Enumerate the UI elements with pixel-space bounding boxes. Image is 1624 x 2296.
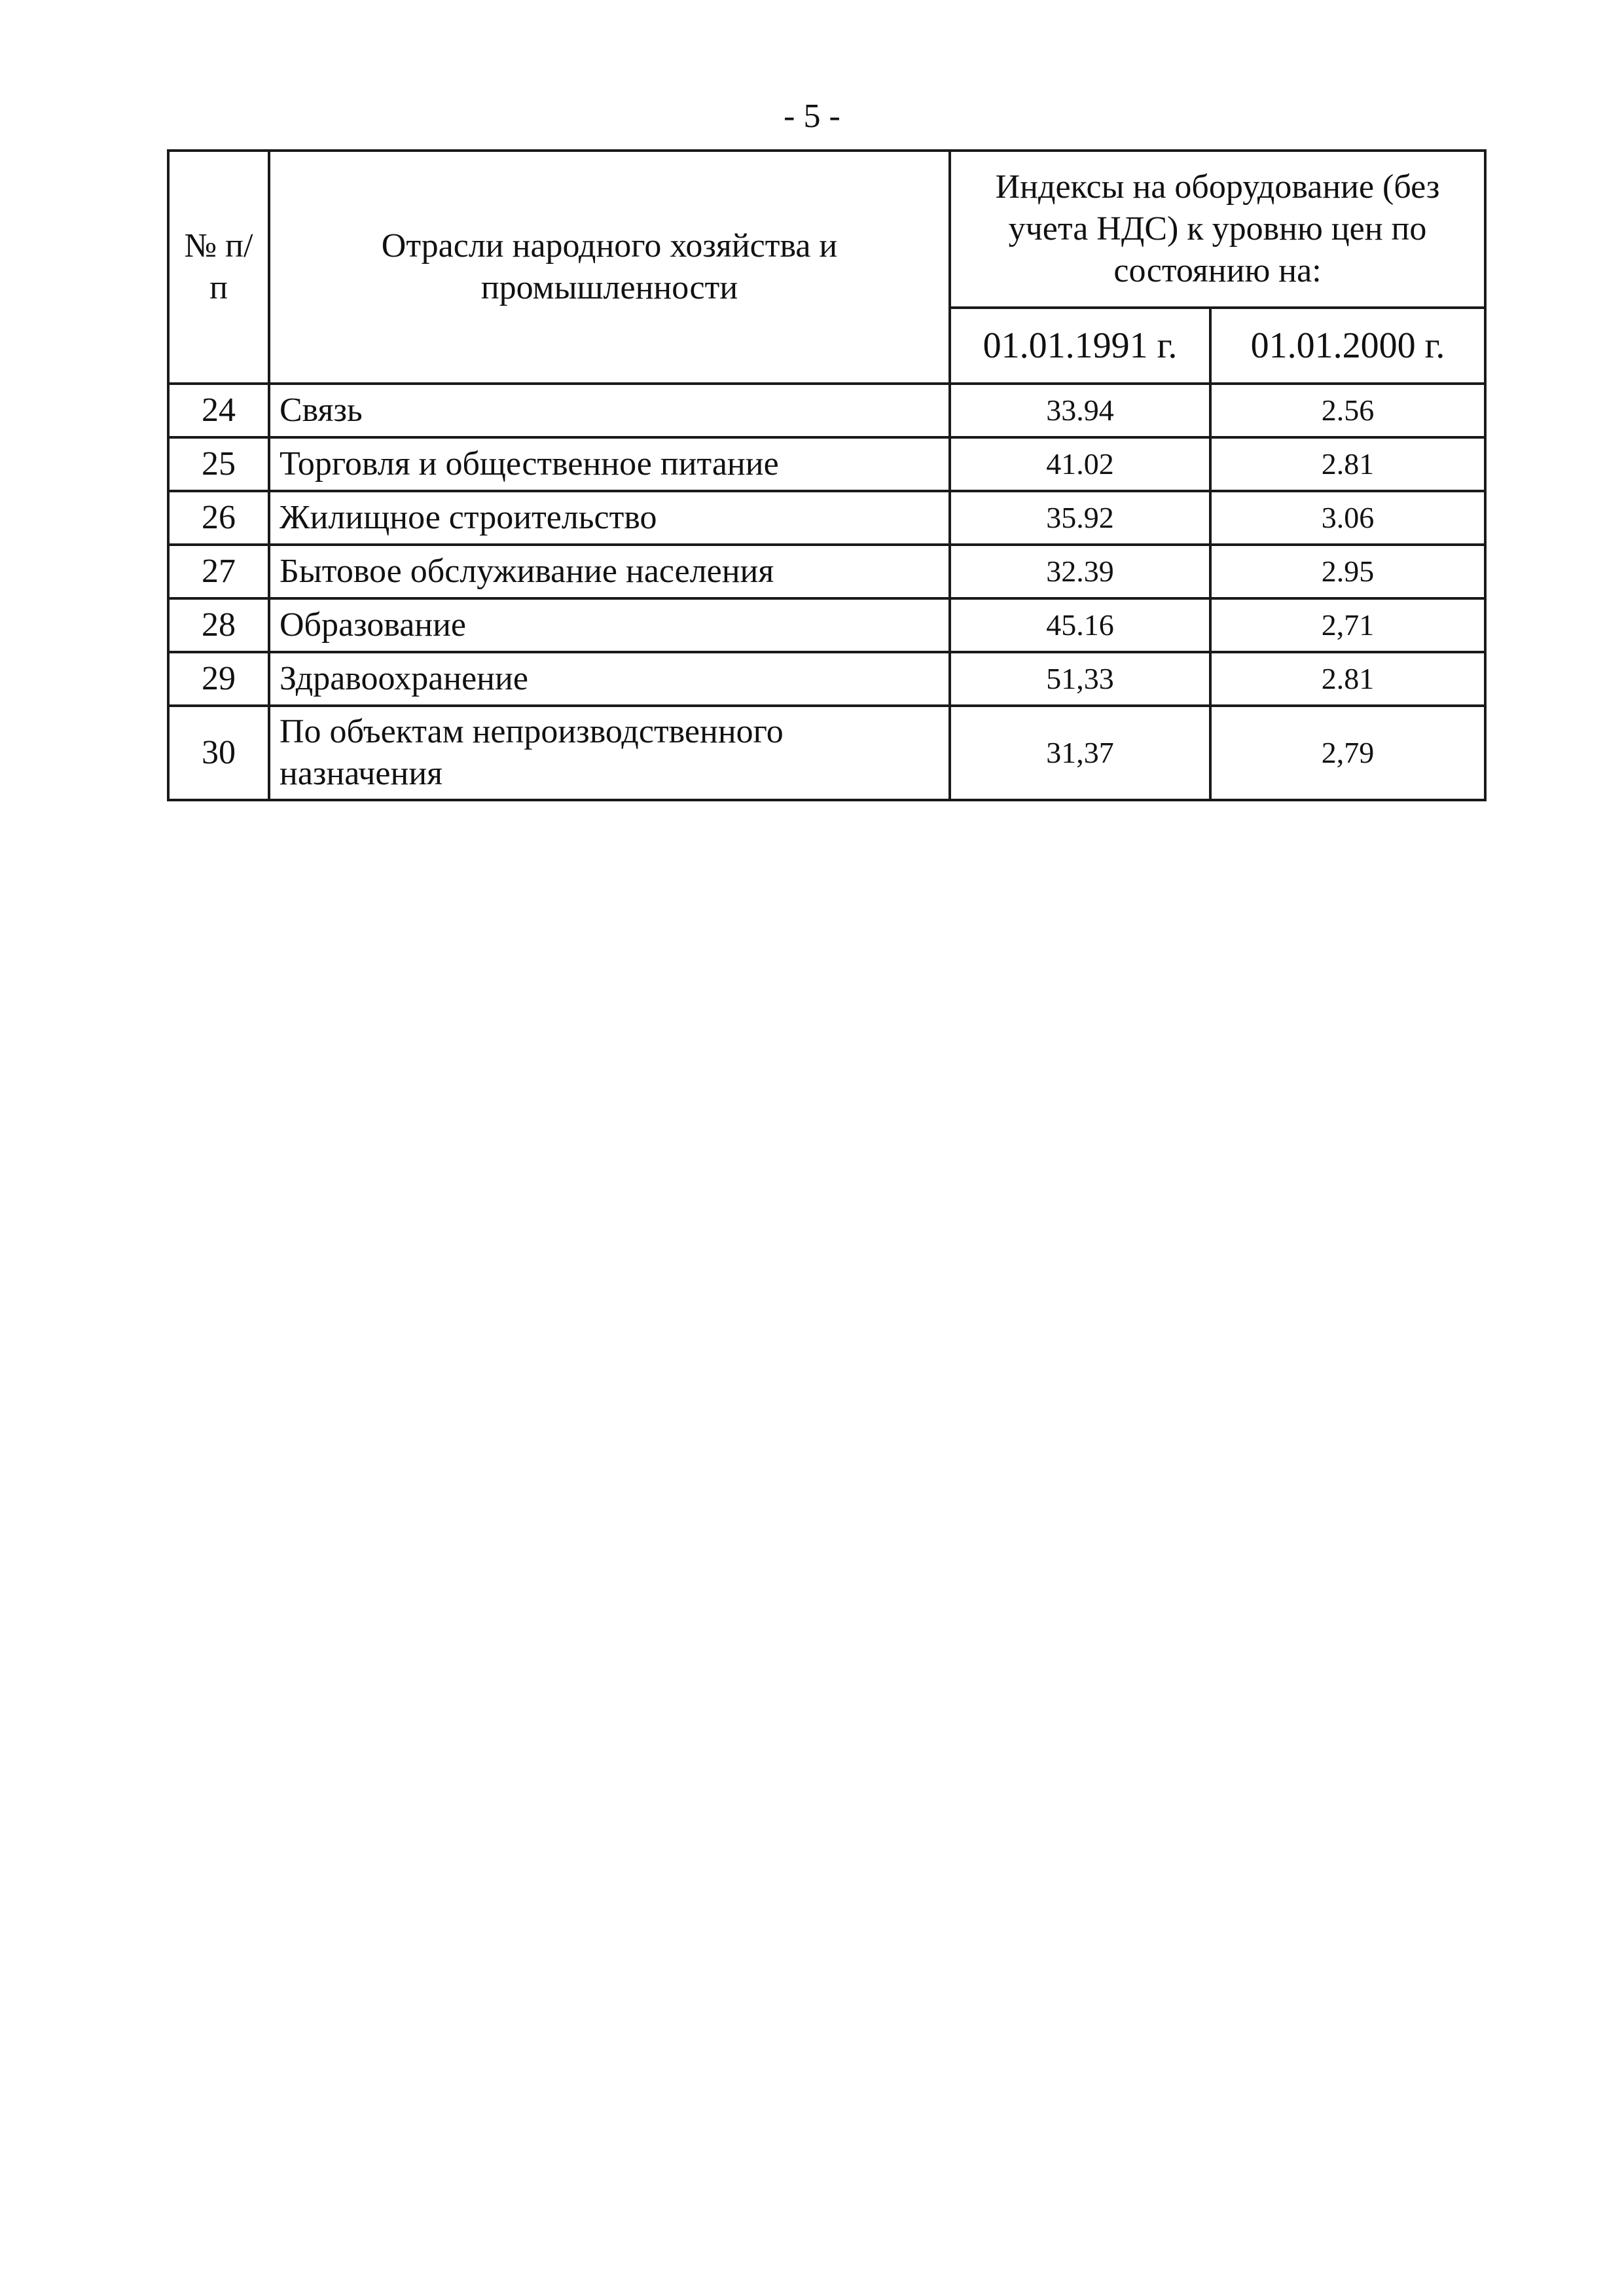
- header-row-number: № п/п: [168, 151, 269, 384]
- row-index-2000: 2.81: [1210, 437, 1485, 491]
- row-sector: Связь: [269, 384, 950, 437]
- table-row: [168, 437, 1485, 491]
- header-date-2000: 01.01.2000 г.: [1210, 308, 1485, 384]
- row-index-2000: 2.95: [1210, 545, 1485, 598]
- table-row: [168, 706, 1485, 800]
- table-row: [168, 384, 1485, 437]
- row-index-1991: 41.02: [950, 437, 1210, 491]
- row-number: 30: [168, 706, 269, 800]
- row-sector: Бытовое обслуживание населения: [269, 545, 950, 598]
- header-sector: Отрасли народного хозяйства и промышленности: [269, 151, 950, 384]
- row-sector: Здравоохранение: [269, 652, 950, 706]
- row-number: 27: [168, 545, 269, 598]
- row-sector: Торговля и общественное питание: [269, 437, 950, 491]
- header-index-group: Индексы на оборудование (без учета НДС) к уровню цен по состоянию на:: [950, 151, 1485, 308]
- row-number: 28: [168, 598, 269, 652]
- table-row: [168, 652, 1485, 706]
- row-number: 26: [168, 491, 269, 545]
- page-number: - 5 -: [784, 98, 840, 135]
- row-index-2000: 2.81: [1210, 652, 1485, 706]
- row-index-1991: 32.39: [950, 545, 1210, 598]
- table-row: [168, 598, 1485, 652]
- table-row: [168, 545, 1485, 598]
- row-sector: Образование: [269, 598, 950, 652]
- row-index-1991: 45.16: [950, 598, 1210, 652]
- row-number: 24: [168, 384, 269, 437]
- row-index-2000: 3.06: [1210, 491, 1485, 545]
- row-index-1991: 33.94: [950, 384, 1210, 437]
- row-sector: Жилищное строительство: [269, 491, 950, 545]
- row-index-2000: 2,79: [1210, 706, 1485, 800]
- equipment-price-index-table: [167, 149, 1487, 801]
- row-index-1991: 31,37: [950, 706, 1210, 800]
- row-index-2000: 2,71: [1210, 598, 1485, 652]
- row-sector: По объектам непроизводственного назначения: [269, 706, 950, 800]
- row-number: 29: [168, 652, 269, 706]
- header-date-1991: 01.01.1991 г.: [950, 308, 1210, 384]
- table-row: [168, 491, 1485, 545]
- row-number: 25: [168, 437, 269, 491]
- row-index-2000: 2.56: [1210, 384, 1485, 437]
- row-index-1991: 35.92: [950, 491, 1210, 545]
- row-index-1991: 51,33: [950, 652, 1210, 706]
